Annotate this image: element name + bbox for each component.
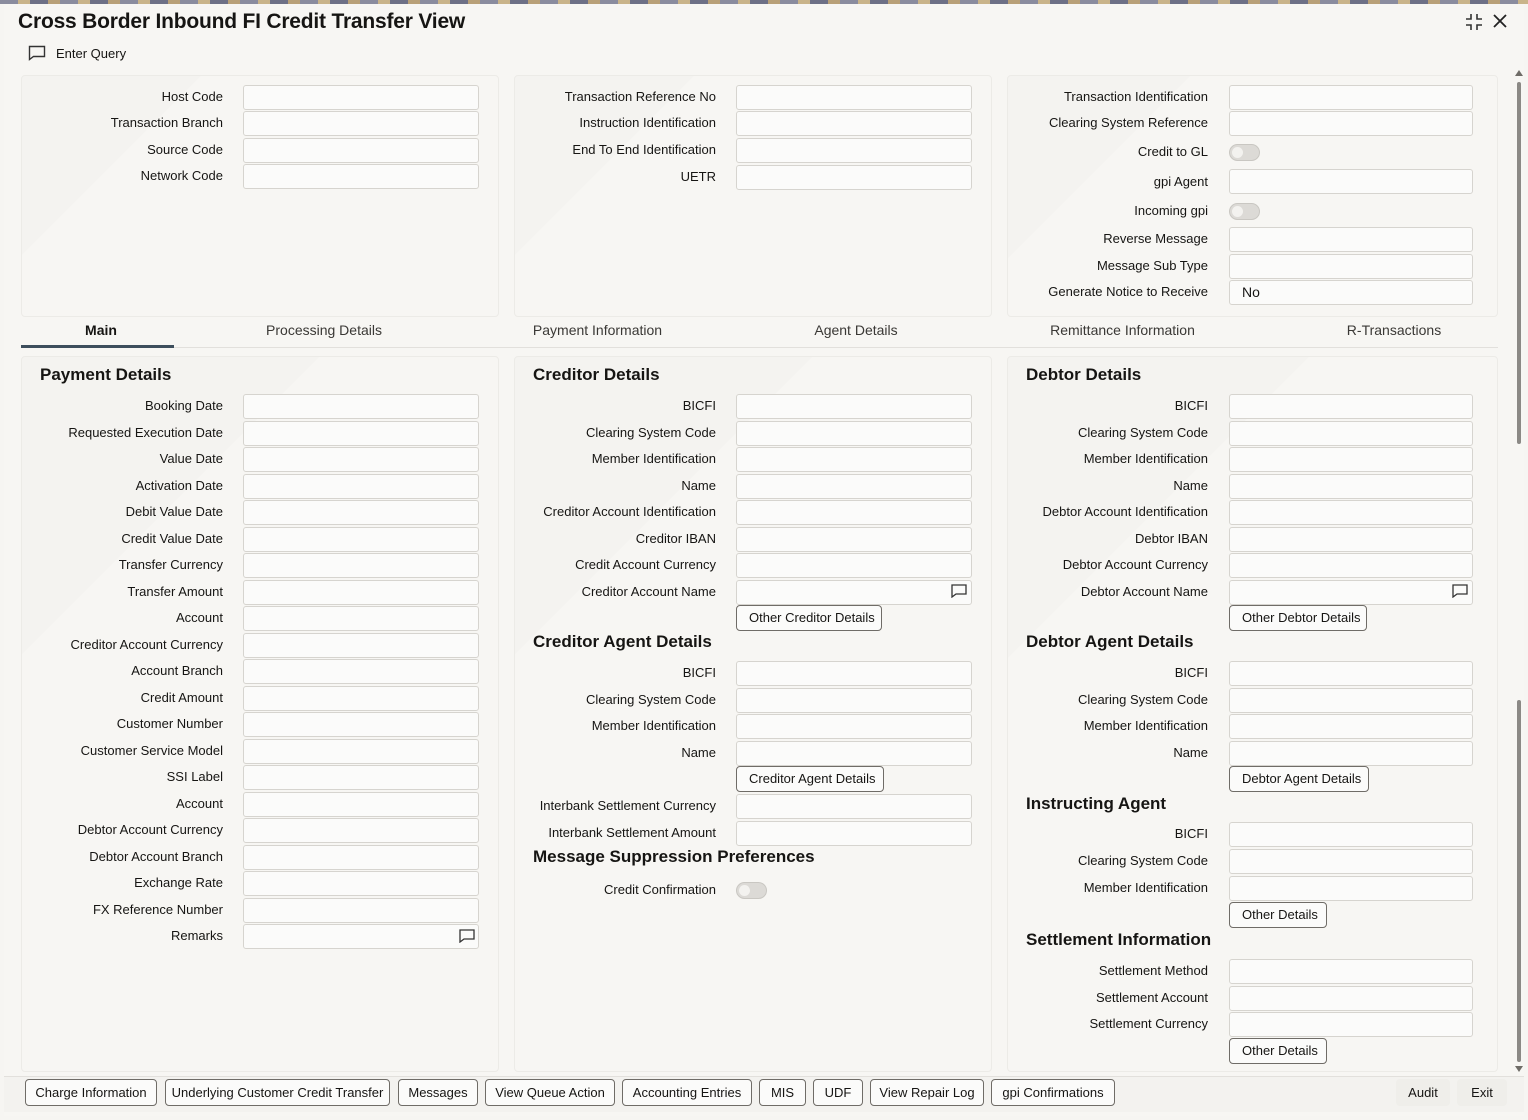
debtor-member-identification-label: Member Identification: [1083, 451, 1208, 466]
settlement-settlement-method-input[interactable]: [1229, 959, 1473, 984]
creditor-name-label: Name: [681, 477, 716, 493]
audit-button[interactable]: Audit: [1396, 1079, 1450, 1106]
enter-query-label: Enter Query: [56, 45, 127, 61]
payment-debtor-account-branch-input[interactable]: [243, 845, 479, 870]
transaction-identification-label: Transaction Identification: [1063, 89, 1208, 104]
payment-exchange-rate-label: Exchange Rate: [134, 875, 223, 890]
creditor-agent-interbank-settlement-currency-label: Interbank Settlement Currency: [539, 798, 716, 813]
creditor-account-name-message-icon[interactable]: [951, 584, 967, 598]
debtor-name-label: Name: [1173, 477, 1208, 493]
creditor-member-identification-label: Member Identification: [591, 451, 716, 466]
debtor-debtor-account-name-input[interactable]: [1229, 580, 1473, 605]
payment-customer-number-label: Customer Number: [116, 716, 223, 731]
uetr-label: UETR: [680, 169, 716, 184]
payment-creditor-account-currency-input[interactable]: [243, 633, 479, 658]
creditor-creditor-account-identification-input[interactable]: [736, 500, 972, 525]
payment-account-input[interactable]: [243, 606, 479, 631]
debtor-agent-bicfi-label: BICFI: [1174, 665, 1208, 680]
creditor-creditor-iban-label: Creditor IBAN: [635, 530, 716, 546]
incoming-gpi-label: Incoming gpi: [1134, 203, 1208, 218]
creditor-agent-details-button[interactable]: Creditor Agent Details: [736, 766, 884, 792]
tab-remittance-information[interactable]: Remittance Information: [1050, 322, 1195, 338]
payment-fx-reference-number-input[interactable]: [243, 898, 479, 923]
view-queue-action-button[interactable]: View Queue Action: [485, 1079, 615, 1106]
payment-booking-date-input[interactable]: [243, 394, 479, 419]
host-code-input[interactable]: [243, 85, 479, 110]
payment-transfer-amount-input[interactable]: [243, 580, 479, 605]
settlement-settlement-currency-label: Settlement Currency: [1089, 1016, 1208, 1031]
tab-r-transactions[interactable]: R-Transactions: [1346, 322, 1442, 338]
remarks-message-icon[interactable]: [459, 929, 475, 943]
debtor-agent-details-title: Debtor Agent Details: [1026, 632, 1194, 651]
payment-account-branch-input[interactable]: [243, 659, 479, 684]
debtor-agent-name-input[interactable]: [1229, 741, 1473, 766]
settlement-settlement-currency-input[interactable]: [1229, 1012, 1473, 1037]
debtor-debtor-account-currency-label: Debtor Account Currency: [1062, 557, 1208, 572]
other-creditor-details-button[interactable]: Other Creditor Details: [736, 605, 882, 631]
creditor-clearing-system-code-label: Clearing System Code: [585, 424, 716, 440]
gpi-confirmations-button[interactable]: gpi Confirmations: [991, 1079, 1115, 1106]
network-code-input[interactable]: [243, 164, 479, 189]
instructing-agent-member-identification-label: Member Identification: [1083, 879, 1208, 895]
payment-credit-value-date-label: Credit Value Date: [121, 530, 223, 546]
creditor-clearing-system-code-input[interactable]: [736, 421, 972, 446]
payment-credit-amount-input[interactable]: [243, 686, 479, 711]
tab-processing-details[interactable]: Processing Details: [266, 322, 382, 338]
transaction-identification-input[interactable]: [1229, 85, 1473, 110]
debtor-member-identification-input[interactable]: [1229, 447, 1473, 472]
debtor-name-input[interactable]: [1229, 474, 1473, 499]
payment-transfer-amount-label: Transfer Amount: [127, 583, 223, 599]
creditor-agent-bicfi-input[interactable]: [736, 661, 972, 686]
active-tab-indicator: [21, 345, 174, 348]
creditor-agent-name-label: Name: [681, 744, 716, 760]
payment-customer-service-model-label: Customer Service Model: [80, 742, 223, 758]
debtor-clearing-system-code-label: Clearing System Code: [1077, 424, 1208, 440]
incoming-gpi-toggle[interactable]: [1229, 203, 1260, 220]
creditor-creditor-account-identification-label: Creditor Account Identification: [543, 504, 716, 519]
underlying-customer-credit-transfer-button[interactable]: Underlying Customer Credit Transfer: [165, 1079, 390, 1106]
scrollbar-thumb-lower[interactable]: [1517, 700, 1521, 1062]
creditor-name-input[interactable]: [736, 474, 972, 499]
payment-customer-number-input[interactable]: [243, 712, 479, 737]
message-suppression-title: Message Suppression Preferences: [533, 847, 815, 866]
clearing-system-reference-label: Clearing System Reference: [1049, 115, 1208, 130]
transaction-branch-label: Transaction Branch: [110, 115, 223, 130]
payment-debtor-account-currency-label: Debtor Account Currency: [77, 822, 223, 837]
reverse-message-label: Reverse Message: [1103, 231, 1208, 246]
debtor-agent-clearing-system-code-label: Clearing System Code: [1077, 691, 1208, 707]
instructing-agent-other-details-button[interactable]: Other Details: [1229, 902, 1327, 928]
payment-creditor-account-currency-label: Creditor Account Currency: [70, 636, 223, 652]
creditor-agent-name-input[interactable]: [736, 741, 972, 766]
payment-debtor-account-currency-input[interactable]: [243, 818, 479, 843]
payment-account-label: Account: [176, 610, 223, 625]
debtor-debtor-iban-label: Debtor IBAN: [1135, 530, 1208, 546]
instructing-agent-title: Instructing Agent: [1026, 794, 1167, 813]
debtor-agent-details-button[interactable]: Debtor Agent Details: [1229, 766, 1369, 792]
charge-information-button[interactable]: Charge Information: [25, 1079, 157, 1106]
debtor-bicfi-input[interactable]: [1229, 394, 1473, 419]
debtor-agent-bicfi-input[interactable]: [1229, 661, 1473, 686]
tab-divider: [21, 347, 1498, 348]
message-icon: [28, 45, 46, 61]
credit-to-gl-label: Credit to GL: [1137, 144, 1208, 159]
end-to-end-identification-input[interactable]: [736, 138, 972, 163]
payment-requested-execution-date-input[interactable]: [243, 421, 479, 446]
credit-to-gl-toggle[interactable]: [1229, 144, 1260, 161]
exit-button[interactable]: Exit: [1457, 1079, 1507, 1106]
mis-button[interactable]: MIS: [759, 1079, 806, 1106]
creditor-agent-interbank-settlement-currency-input[interactable]: [736, 794, 972, 819]
instructing-agent-bicfi-input[interactable]: [1229, 822, 1473, 847]
debtor-agent-name-label: Name: [1173, 744, 1208, 760]
debtor-debtor-account-currency-input[interactable]: [1229, 553, 1473, 578]
payment-transfer-currency-label: Transfer Currency: [118, 557, 223, 572]
tab-payment-information[interactable]: Payment Information: [532, 322, 663, 338]
debtor-bicfi-label: BICFI: [1174, 398, 1208, 413]
end-to-end-identification-label: End To End Identification: [572, 142, 716, 157]
transaction-branch-input[interactable]: [243, 111, 479, 136]
scroll-up-icon[interactable]: [1515, 70, 1523, 76]
payment-customer-service-model-input[interactable]: [243, 739, 479, 764]
payment-ssi-label-input[interactable]: [243, 765, 479, 790]
message-sub-type-label: Message Sub Type: [1096, 258, 1208, 273]
uetr-input[interactable]: [736, 165, 972, 190]
payment-booking-date-label: Booking Date: [144, 398, 223, 413]
gpi-agent-label: gpi Agent: [1153, 174, 1208, 189]
debtor-details-title: Debtor Details: [1026, 365, 1142, 384]
messages-button[interactable]: Messages: [398, 1079, 478, 1106]
enter-query-button[interactable]: [28, 45, 126, 61]
transaction-reference-no-input[interactable]: [736, 85, 972, 110]
debtor-agent-member-identification-input[interactable]: [1229, 714, 1473, 739]
settlement-settlement-method-label: Settlement Method: [1098, 963, 1208, 978]
creditor-creditor-account-name-label: Creditor Account Name: [581, 583, 716, 599]
debtor-debtor-account-name-label: Debtor Account Name: [1080, 583, 1208, 599]
generate-notice-to-receive-input[interactable]: No: [1229, 280, 1473, 305]
host-code-label: Host Code: [161, 89, 223, 104]
creditor-agent-bicfi-label: BICFI: [682, 665, 716, 680]
generate-notice-to-receive-label: Generate Notice to Receive: [1048, 284, 1208, 299]
settlement-information-title: Settlement Information: [1026, 930, 1212, 949]
payment-activation-date-input[interactable]: [243, 474, 479, 499]
payment-exchange-rate-input[interactable]: [243, 871, 479, 896]
payment-account-branch-label: Account Branch: [131, 663, 223, 678]
payment-credit-amount-label: Credit Amount: [140, 689, 223, 705]
udf-button[interactable]: UDF: [813, 1079, 863, 1106]
source-code-input[interactable]: [243, 138, 479, 163]
other-debtor-details-button[interactable]: Other Debtor Details: [1229, 605, 1367, 631]
creditor-credit-account-currency-input[interactable]: [736, 553, 972, 578]
scrollbar-thumb[interactable]: [1517, 82, 1521, 444]
debtor-debtor-iban-input[interactable]: [1229, 527, 1473, 552]
tab-agent-details[interactable]: Agent Details: [814, 322, 898, 338]
debtor-clearing-system-code-input[interactable]: [1229, 421, 1473, 446]
debtor-account-name-message-icon[interactable]: [1452, 584, 1468, 598]
payment-remarks-input[interactable]: [243, 924, 479, 949]
payment-requested-execution-date-label: Requested Execution Date: [68, 424, 223, 440]
credit-confirmation-toggle[interactable]: [736, 882, 767, 899]
settlement-settlement-account-input[interactable]: [1229, 986, 1473, 1011]
creditor-agent-details-title: Creditor Agent Details: [533, 632, 712, 651]
payment-credit-value-date-input[interactable]: [243, 527, 479, 552]
payment-value-date-label: Value Date: [159, 451, 223, 466]
payment-remarks-label: Remarks: [170, 928, 223, 943]
accounting-entries-button[interactable]: Accounting Entries: [622, 1079, 752, 1106]
creditor-agent-interbank-settlement-amount-input[interactable]: [736, 821, 972, 846]
network-code-label: Network Code: [140, 168, 223, 183]
page-title: Cross Border Inbound FI Credit Transfer View: [18, 10, 466, 33]
creditor-bicfi-label: BICFI: [682, 398, 716, 413]
payment-activation-date-label: Activation Date: [135, 477, 223, 493]
creditor-agent-member-identification-input[interactable]: [736, 714, 972, 739]
payment-value-date-input[interactable]: [243, 447, 479, 472]
payment-fx-reference-number-label: FX Reference Number: [92, 901, 223, 917]
message-sub-type-input[interactable]: [1229, 254, 1473, 279]
creditor-member-identification-input[interactable]: [736, 447, 972, 472]
credit-confirmation-label: Credit Confirmation: [604, 882, 716, 897]
debtor-debtor-account-identification-label: Debtor Account Identification: [1042, 504, 1208, 519]
tab-main[interactable]: Main: [85, 322, 117, 338]
creditor-agent-interbank-settlement-amount-label: Interbank Settlement Amount: [548, 824, 716, 840]
instructing-agent-clearing-system-code-input[interactable]: [1229, 849, 1473, 874]
creditor-agent-clearing-system-code-input[interactable]: [736, 688, 972, 713]
creditor-details-title: Creditor Details: [533, 365, 660, 384]
close-icon[interactable]: [1489, 12, 1511, 34]
creditor-creditor-iban-input[interactable]: [736, 527, 972, 552]
creditor-agent-clearing-system-code-label: Clearing System Code: [585, 691, 716, 707]
instruction-identification-label: Instruction Identification: [579, 115, 716, 130]
creditor-creditor-account-name-input[interactable]: [736, 580, 972, 605]
view-repair-log-button[interactable]: View Repair Log: [870, 1079, 984, 1106]
instructing-agent-member-identification-input[interactable]: [1229, 876, 1473, 901]
payment-debit-value-date-label: Debit Value Date: [125, 504, 223, 519]
payment-account-label: Account: [176, 795, 223, 811]
debtor-debtor-account-identification-input[interactable]: [1229, 500, 1473, 525]
debtor-agent-member-identification-label: Member Identification: [1083, 718, 1208, 733]
clearing-system-reference-input[interactable]: [1229, 111, 1473, 136]
instructing-agent-bicfi-label: BICFI: [1174, 826, 1208, 841]
payment-debit-value-date-input[interactable]: [243, 500, 479, 525]
instruction-identification-input[interactable]: [736, 111, 972, 136]
payment-transfer-currency-input[interactable]: [243, 553, 479, 578]
instructing-agent-clearing-system-code-label: Clearing System Code: [1077, 852, 1208, 868]
payment-debtor-account-branch-label: Debtor Account Branch: [89, 848, 223, 864]
debtor-agent-clearing-system-code-input[interactable]: [1229, 688, 1473, 713]
transaction-reference-no-label: Transaction Reference No: [564, 89, 716, 104]
source-code-label: Source Code: [147, 142, 223, 157]
gpi-agent-input[interactable]: [1229, 169, 1473, 194]
creditor-agent-member-identification-label: Member Identification: [591, 718, 716, 733]
payment-ssi-label-label: SSI Label: [166, 769, 223, 784]
payment-details-title: Payment Details: [40, 365, 172, 384]
settlement-settlement-account-label: Settlement Account: [1095, 989, 1208, 1005]
payment-account-input[interactable]: [243, 792, 479, 817]
reverse-message-input[interactable]: [1229, 227, 1473, 252]
minimize-icon[interactable]: [1463, 12, 1485, 34]
creditor-credit-account-currency-label: Credit Account Currency: [575, 557, 716, 572]
scroll-down-icon[interactable]: [1515, 1066, 1523, 1072]
settlement-other-details-button[interactable]: Other Details: [1229, 1038, 1327, 1064]
creditor-bicfi-input[interactable]: [736, 394, 972, 419]
